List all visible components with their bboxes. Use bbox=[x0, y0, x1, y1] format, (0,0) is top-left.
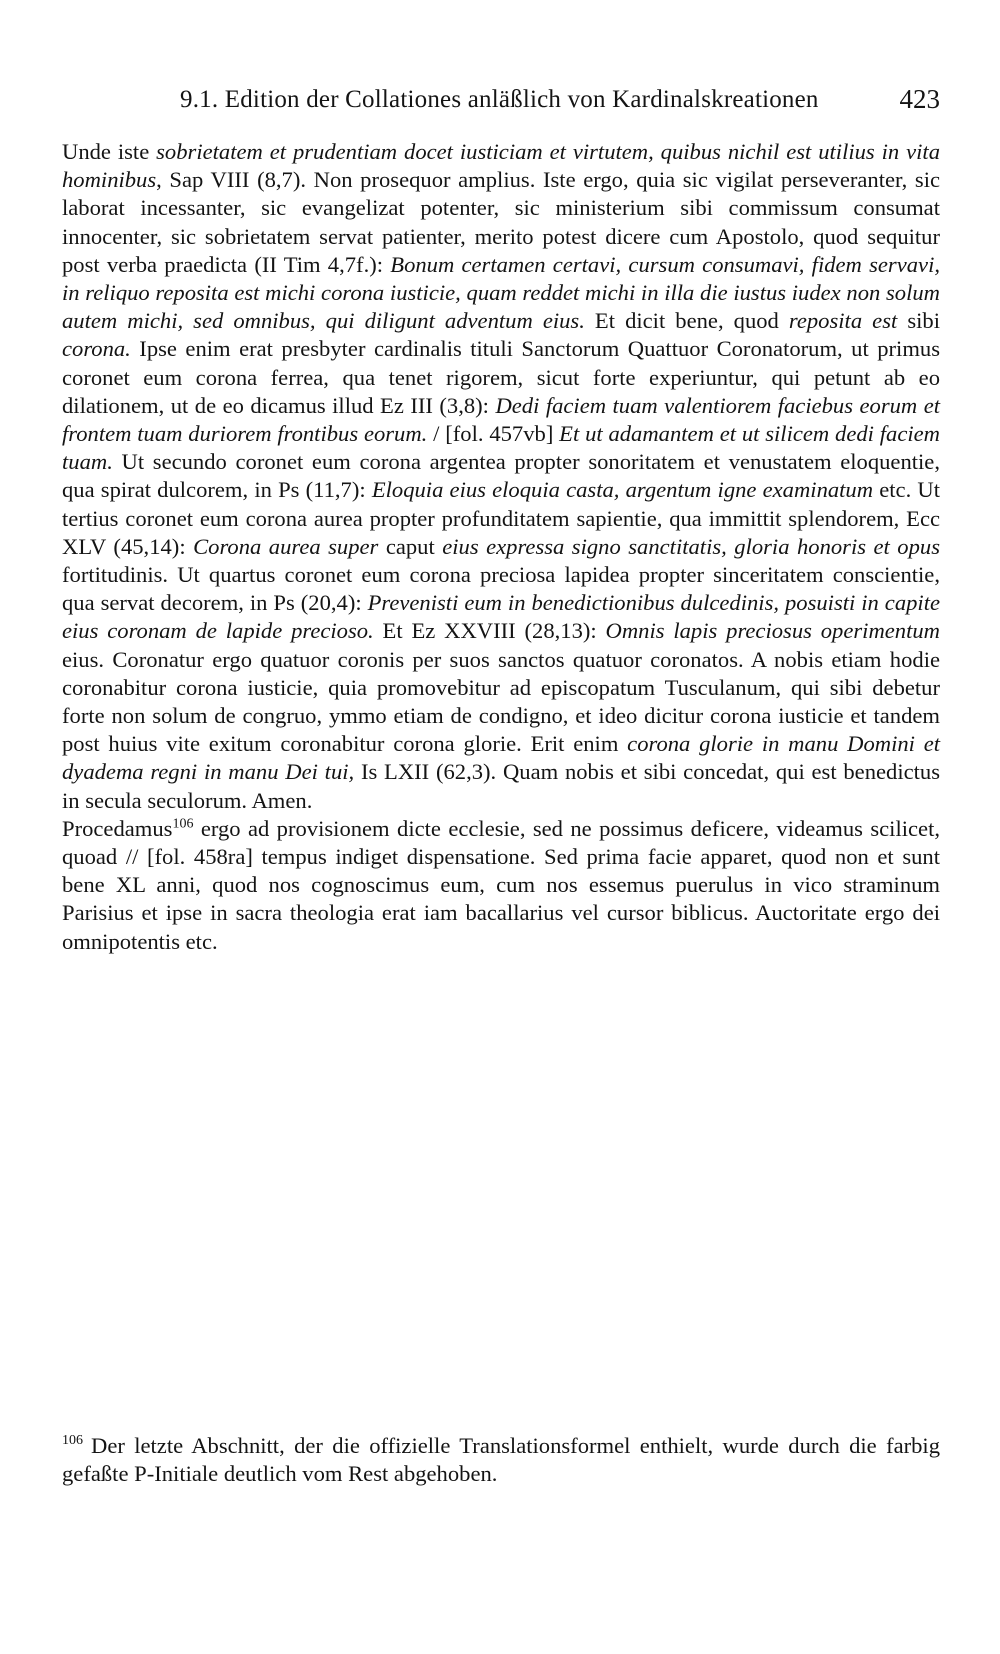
text-run: ergo ad provisionem dicte ecclesie, sed ne possimus deficere, videamus scilicet, quoad // [fol. 458ra] tempus indiget dispensatione. Sed prima facie apparet, quod non et sunt bene XL anni, quod nos cognoscimus eum, cum nos essemus puerulus in vico straminum Parisius et ipse in sacra theologia erat iam bacallarius vel cursor biblicus. Auctoritate ergo dei omnipotentis etc. bbox=[62, 815, 940, 954]
quotation-italic: Et ut adamantem et ut silicem dedi faciem tuam. bbox=[62, 421, 940, 475]
quotation-italic: corona. bbox=[62, 336, 131, 362]
text-run: eius. Coronatur ergo quatuor coronis per suos sanctos quatuor coronatos. A nobis etiam hodie coronabitur corona iusticie, quia promovebitur ad episcopatum Tusculanum, qui sibi debetur forte non solum de congruo, ymmo etiam de condigno, et ideo dicitur corona iusticie et tandem post huius vite exitum coronabitur corona glorie. Erit enim bbox=[62, 646, 940, 757]
footnote bbox=[62, 1432, 940, 1488]
text-run: Unde iste bbox=[62, 139, 157, 164]
text-run: Is LXII (62,3). Quam nobis et sibi concedat, qui est benedictus in secula seculorum. Amen. bbox=[62, 759, 940, 813]
quotation-italic: Corona aurea super bbox=[193, 533, 379, 559]
quotation-italic: Eloquia eius eloquia casta, argentum igne examinatum bbox=[371, 477, 874, 503]
text-run: Et dicit bene, quod bbox=[584, 308, 789, 334]
quotation-italic: corona glorie in manu Domini et dyadema regni in manu Dei tui, bbox=[62, 731, 941, 785]
text-run: etc. Ut tertius coronet eum corona aurea propter profunditatem sapientie, qua immittit splendorem, Ecc XLV (45,14): bbox=[62, 477, 940, 559]
footnote-reference: 106 bbox=[172, 816, 194, 832]
text-run: sibi bbox=[897, 308, 941, 334]
footnote-text: Der letzte Abschnitt, der die offizielle Translationsformel enthielt, wurde durch die farbig gefaßte P-Initiale deutlich vom Rest abgehoben. bbox=[62, 1433, 940, 1487]
text-run: Et Ez XXVIII (28,13): bbox=[373, 618, 606, 644]
quotation-italic: sobrietatem et prudentiam docet iusticiam et virtutem, quibus nichil est utilius in vita hominibus bbox=[62, 139, 940, 193]
quotation-italic: reposita est bbox=[788, 308, 898, 334]
text-run: caput bbox=[378, 533, 443, 559]
text-run: Procedamus bbox=[62, 815, 173, 841]
page-header bbox=[62, 82, 940, 122]
text-run: , Sap VIII (8,7). Non prosequor amplius. Iste ergo, quia sic vigilat perseveranter, sic laborat incessanter, sic evangelizat potenter, sic ministerium sibi commissum consumat innocenter, sic sobrietatem servat patienter, merito potest dicere cum Apostolo, quod sequitur post verba praedicta (II Tim 4,7f.): bbox=[62, 167, 940, 277]
text-run: / [fol. 457vb] bbox=[427, 421, 560, 447]
text-run: fortitudinis. Ut quartus coronet eum corona preciosa lapidea propter sinceritatem conscientie, qua servat decorem, in Ps (20,4): bbox=[62, 562, 940, 616]
quotation-italic: eius expressa signo sanctitatis, gloria honoris et opus bbox=[442, 533, 940, 559]
quotation-italic: Dedi faciem tuam valentiorem faciebus eorum et frontem tuam duriorem frontibus eorum. bbox=[62, 392, 940, 447]
page-number: 423 bbox=[899, 84, 940, 114]
main-text bbox=[62, 138, 940, 956]
quotation-italic: Bonum certamen certavi, cursum consumavi, fidem servavi, in reliquo reposita est michi corona iusticie, quam reddet michi in illa die iustus iudex non solum autem michi, sed omnibus, qui diligunt adventum eius. bbox=[62, 251, 940, 334]
paragraph-latin-collatio bbox=[62, 138, 940, 815]
running-head: 9.1. Edition der Collationes anläßlich von Kardinalskreationen bbox=[180, 86, 819, 113]
paragraph-procedamus bbox=[62, 815, 940, 956]
quotation-italic: Prevenisti eum in benedictionibus dulcedinis, posuisti in capite eius coronam de lapide precioso. bbox=[62, 590, 940, 644]
text-run: Ipse enim erat presbyter cardinalis tituli Sanctorum Quattuor Coronatorum, ut primus coronet eum corona ferrea, qua tenet rigorem, sicut forte experiuntur, qui petunt ab eo dilationem, ut de eo dicamus illud Ez III (3,8): bbox=[62, 336, 940, 418]
quotation-italic: Omnis lapis preciosus operimentum bbox=[605, 618, 940, 644]
text-run: Ut secundo coronet eum corona argentea propter sonoritatem et venustatem eloquentie, qua spirat dulcorem, in Ps (11,7): bbox=[62, 449, 940, 503]
footnote-number: 106 bbox=[62, 1433, 83, 1449]
